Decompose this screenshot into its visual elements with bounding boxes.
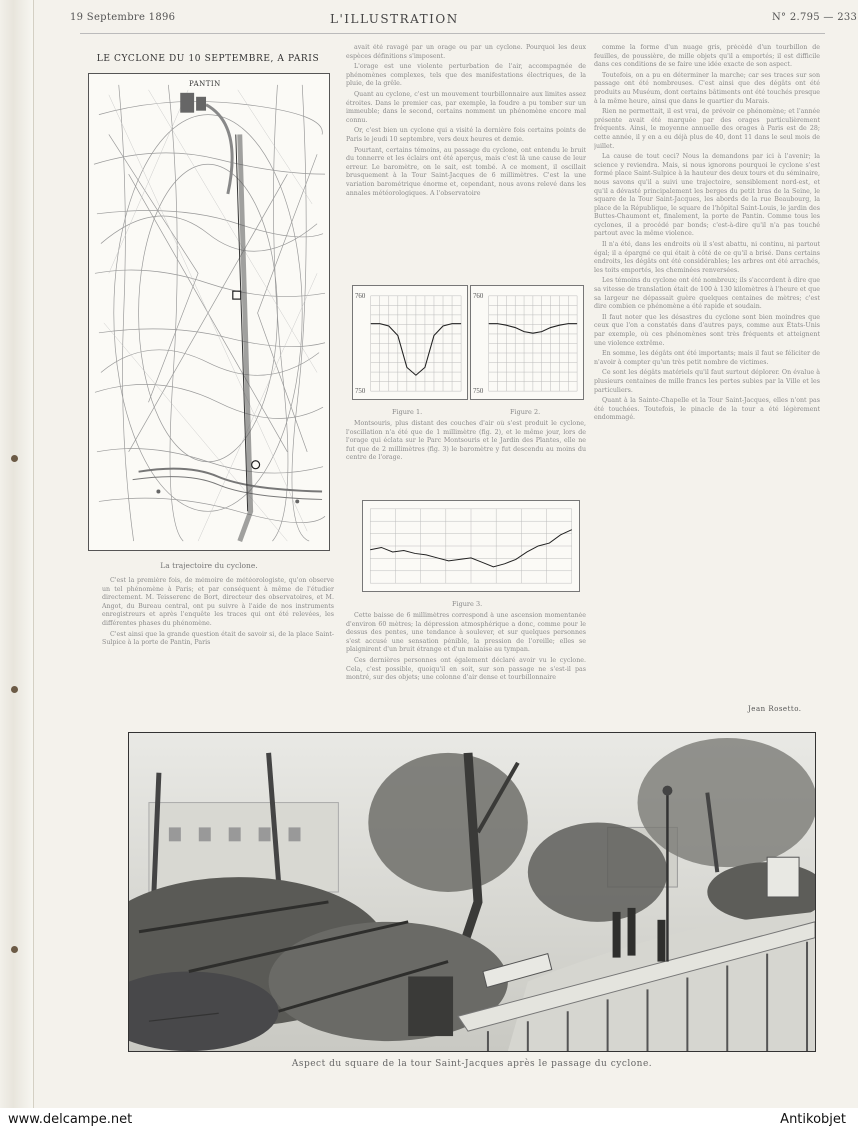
street-map-drawing: [89, 74, 329, 550]
figure-1-chart: [353, 286, 467, 399]
figure-2-chart: [471, 286, 583, 399]
barometer-figure-3: [362, 500, 580, 592]
tick-label: 750: [472, 388, 484, 396]
article-title: LE CYCLONE DU 10 SEPTEMBRE, A PARIS: [96, 54, 320, 64]
figure-3-chart: [363, 501, 579, 591]
barometer-figure-2: [470, 285, 584, 400]
paragraph: Les témoins du cyclone ont été nombreux; ils s'accordent à dire que sa vitesse de translation était de 100 à 130 kilomètres à l'heure et que sa largeur ne dépassait guère quelques centaines de mètres; c'est dire combien ce phénomène a été rapide et soudain.: [594, 277, 820, 311]
text-column-2-top: [346, 44, 586, 276]
paragraph: Rien ne permettait, il est vrai, de prévoir ce phénomène; et l'année présente avait été marquée par des orages particulièrement fréquents. Ainsi, le moyenne annuelle des orages à Paris est de 28; cette année, il y en a eu déjà plus de 40, dont 11 dans le seul mois de juillet.: [594, 108, 820, 150]
paragraph: Cette baisse de 6 millimètres correspond à une ascension momentanée d'environ 60 mètres; la dépression atmosphérique a donc, comme pour le dessus des pentes, une tendance à soulever, et sur quelques personnes s'est accusé une sensation pénible, la pression de l'oreille; elles se plaignirent d'un bruit étrange et d'un malaise au tympan.: [346, 612, 586, 654]
paragraph: C'est la première fois, de mémoire de météorologiste, qu'on observe un tel phénomène à Paris; et par conséquent à même de l'étudier directement. M. Teisserenc de Bort, directeur des observatoires, et M. Angot, du Bureau central, ont pu suivre à l'aide de nos instruments enregistreurs et après l'enquête les traces qui ont été relevées, les différentes phases du phénomène.: [102, 577, 334, 627]
paragraph: Toutefois, on a pu en déterminer la marche; car ses traces sur son passage ont été nombreuses. C'est ainsi que des dégâts ont été produits au Muséum, dont certains bâtiments ont été touchés presque à la même heure, ainsi que dans le quartier du Marais.: [594, 71, 820, 105]
text-column-1: [102, 577, 334, 722]
header-date: 19 Septembre 1896: [70, 12, 176, 23]
paragraph: Pourtant, certains témoins, au passage du cyclone, ont entendu le bruit du tonnerre et les éclairs ont été aperçus, mais c'est là une cause de leur erreur. Le baromètre, on le sait, est tombé. A ce moment, il oscillait brusquement à la Tour Saint-Jacques de 6 millimètres. C'est la une variation barométrique énorme et, cependant, nous avons relevé dans les annales météorologiques. A l'observatoire: [346, 146, 586, 197]
paragraph: La cause de tout ceci? Nous la demandons par ici à l'avenir; la science y reviendra. Mais, si nous ignorons pourquoi le cyclone s'est formé place Saint-Sulpice à la hauteur des deux tours et du séminaire, nous savons qu'il a suivi une trajectoire, sensiblement nord-est, et qu'il a dévasté principalement les berges du petit bras de la Seine, le square de la Tour Saint-Jacques, les abords de la rue Beaubourg, la place de la République, le square de l'hôpital Saint-Louis, le jardin des Buttes-Chaumont et, finalement, la porte de Pantin. Comme tous les cyclones, il a procédé par bonds; c'est-à-dire qu'il n'a pas touché partout avec la même violence.: [594, 153, 820, 238]
paragraph: Ce sont les dégâts matériels qu'il faut surtout déplorer. On évalue à plusieurs centaines de mille francs les pertes subies par la Ville et les particuliers.: [594, 369, 820, 394]
tick-label: 760: [354, 292, 366, 300]
engraving-caption: Aspect du square de la tour Saint-Jacques après le passage du cyclone.: [291, 1059, 653, 1069]
figure-2-caption: Figure 2.: [510, 408, 541, 416]
square-tour-saint-jacques-engraving: [128, 732, 816, 1052]
paragraph: Quant à la Sainte-Chapelle et la Tour Saint-Jacques, elles n'ont pas été touchées. Toutefois, le pinacle de la tour a été légèrement endommagé.: [594, 397, 820, 422]
paragraph: Il n'a été, dans les endroits où il s'est abattu, ni continu, ni partout égal; il a épargné ce qui était à côté de ce qu'il a brisé. Dans certains endroits, les dégâts ont été considérables; les arbres ont été arrachés, les toits emportés, les cheminées renversées.: [594, 241, 820, 274]
text-column-3: [594, 44, 820, 704]
author-signature: Jean Rosetto.: [748, 705, 802, 713]
barometer-figure-1: [352, 285, 468, 400]
paragraph: L'orage est une violente perturbation de l'air, accompagnée de phénomènes complexes, tels que des manifestations électriques, de la pluie, de la grêle.: [346, 63, 586, 88]
watermark-antikobjet: Antikobjet: [780, 1112, 846, 1127]
paragraph: Or, c'est bien un cyclone qui a visité la dernière fois certains points de Paris le jeudi 10 septembre, vers deux heures et demie.: [346, 127, 586, 143]
text-column-2-middle: [346, 420, 586, 492]
paragraph: Il faut noter que les désastres du cyclone sont bien moindres que ceux que l'on a constatés dans d'autres pays, comme aux États-Unis par exemple, où ces phénomènes sont très fréquents et atteignent une violence extrême.: [594, 313, 820, 347]
paragraph: C'est ainsi que la grande question était de savoir si, de la place Saint-Sulpice à la porte de Pantin, Paris: [102, 630, 334, 647]
paragraph: Quant au cyclone, c'est un mouvement tourbillonnaire aux limites assez étroites. Dans le premier cas, par exemple, la foudre a pu tomber sur un immeuble; dans le second, certains nomment un phénomène encore mal connu.: [346, 90, 586, 124]
paragraph: En somme, les dégâts ont été importants; mais il faut se féliciter de n'avoir à compter qu'un très petit nombre de victimes.: [594, 350, 820, 366]
header-issue-page: N° 2.795 — 233: [772, 12, 858, 23]
paragraph: comme la forme d'un nuage gris, précédé d'un tourbillon de feuilles, de poussière, de mille objets qu'il a emportés; il est difficile dans ces conditions de se faire une idée exacte de son aspect.: [594, 44, 820, 69]
header-journal-title: L'ILLUSTRATION: [330, 12, 459, 26]
paragraph: avait été ravagé par un orage ou par un cyclone. Pourquoi les deux espèces définitions s'imposent.: [346, 44, 586, 60]
binding-spine: [0, 0, 34, 1108]
tick-label: 760: [472, 292, 484, 300]
map-caption: La trajectoire du cyclone.: [160, 561, 258, 570]
binding-stitch: [11, 455, 18, 462]
tick-label: 750: [354, 388, 366, 396]
binding-stitch: [11, 946, 18, 953]
figure-1-caption: Figure 1.: [392, 408, 423, 416]
paragraph: Ces dernières personnes ont également déclaré avoir vu le cyclone. Cela, c'est possible, quoiqu'il en soit, sur son passage ne s'est-il pas montré, sur des objets; une colonne d'air dense et tourbillonnaire: [346, 656, 586, 682]
watermark-delcampe: www.delcampe.net: [8, 1112, 133, 1127]
engraving-illustration: [129, 733, 815, 1051]
figure-3-caption: Figure 3.: [452, 600, 483, 608]
header-rule: [80, 33, 825, 34]
binding-stitch: [11, 686, 18, 693]
paragraph: Montsouris, plus distant des couches d'air où s'est produit le cyclone, l'oscillation n'a été que de 1 millimètre (fig. 2), et le même jour, lors de l'orage qui éclata sur le Parc Montsouris et le Jardin des Plantes, elle ne fut que de 2 millimètres (fig. 3) le baromètre y fut descendu au moins du centre de l'orage.: [346, 420, 586, 462]
map-label-pantin: PANTIN: [189, 80, 221, 88]
text-column-2-bottom: [346, 612, 586, 722]
cyclone-trajectory-map: [88, 73, 330, 551]
